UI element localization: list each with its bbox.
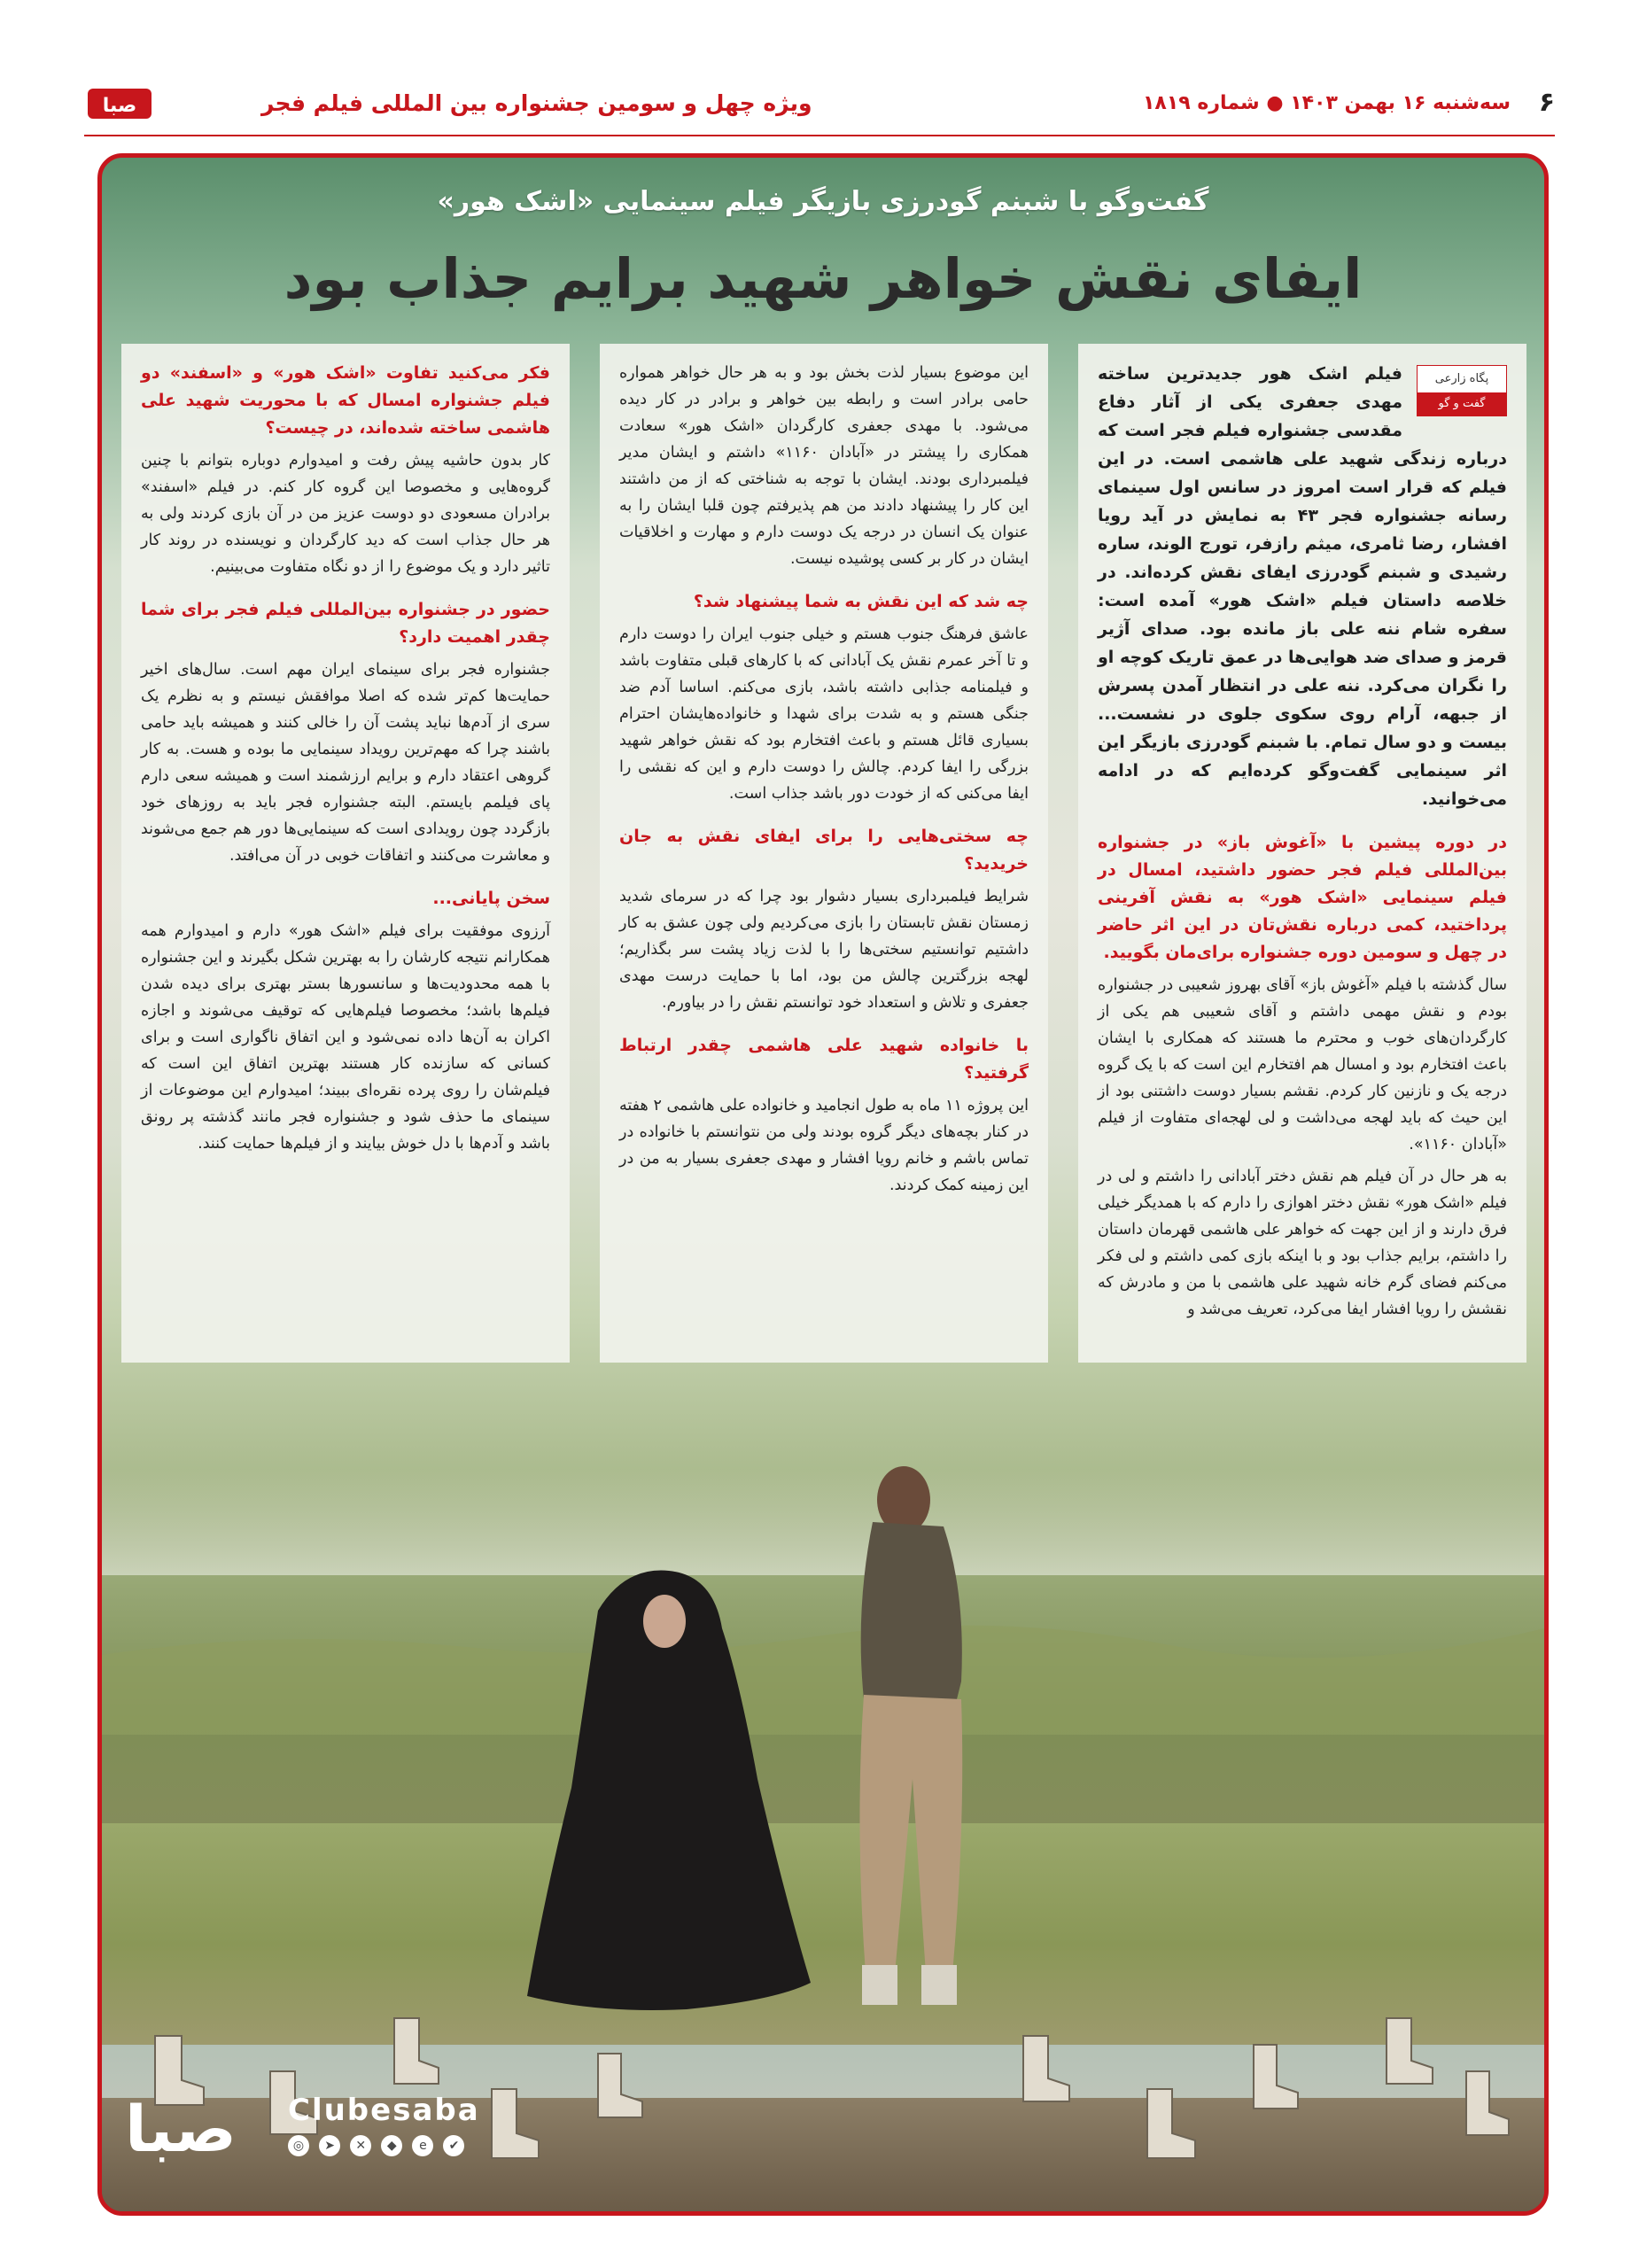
answer-6: جشنواره فجر برای سینمای ایران مهم است. سال‌های اخیر حمایت‌ها کم‌تر شده که اصلا موافقش نیستم و به نظرم یک سری از آدم‌ها نباید پشت آن را خالی کنند و همیشه باید حامی باشند چرا که مهم‌ترین رویداد سینمایی ما بوده و هست. به کار گروهی اعتقاد دارم و برایم ارزشمند است و همیشه سعی دارم پای فیلمم بایستم. البته جشنواره فجر باید به روزهای خود بازگردد چون رویدادی است که سینمایی‌ها دور هم جمع می‌شوند و معاشرت می‌کنند و اتفاقات خوبی در آن می‌افتد.	[141, 661, 550, 865]
answer-1-continued: این موضوع بسیار لذت بخش بود و به هر حال خواهر همواره حامی برادر است و رابطه بین خواهر و برادر در کار دیده می‌شود. با مهدی جعفری کارگردان «اشک هور» سعادت همکاری را پیشتر در «آبادان ۱۱۶۰» داشتم و ایشان مدیر فیلمبرداری بودند. ایشان با توجه به شناختی که از من داشتند این کار را پیشنهاد دادند من هم پذیرفتم چون قلبا ایشان را به عنوان یک انسان در درجه یک دوست دارم و مهارت و اخلاقیات ایشان در کار بر کسی پوشیده نیست.	[619, 364, 1029, 568]
saba-logo	[84, 80, 155, 129]
byline-category: گفت و گو	[1418, 392, 1506, 416]
column-right	[1078, 344, 1526, 1363]
svg-text:صبا: صبا	[125, 2092, 237, 2166]
answer-1-p1: سال گذشته با فیلم «آغوش باز» آقای بهروز شعیبی در جشنواره بودم و نقش مهمی داشتم و آقای شعیبی هم یکی از کارگردان‌های خوب و محترم ما هستند که همکاری با ایشان باعث افتخارم بود و امسال هم افتخارم این است که با یک گروه درجه یک و نازنین کار کردم. نقشم بسیار دوست داشتنی بود از این حیث که باید لهجه می‌داشت و لی لهجه‌ای متفاوت از فیلم «آبادان ۱۱۶۰».	[1098, 976, 1507, 1153]
question-3: چه سختی‌هایی را برای ایفای نقش به جان خریدید؟	[619, 827, 1029, 874]
social-watermark	[114, 2082, 513, 2179]
rubika-icon[interactable]: ◆	[381, 2135, 402, 2156]
saba-watermark-logo	[114, 2082, 247, 2178]
question-7: سخن پایانی...	[432, 889, 550, 908]
social-handle: Clubesaba	[288, 2093, 480, 2128]
film-still	[102, 1363, 1544, 2211]
answer-2: عاشق فرهنگ جنوب هستم و خیلی جنوب ایران را دوست دارم و تا آخر عمرم نقش یک آبادانی که با کارهای قبلی متفاوت باشد و فیلمنامه جذابی داشته باشد، بازی می‌کنم. اساسا آدم ضد جنگی هستم و به شدت برای شهدا و خانواده‌هایشان احترام بسیاری قائل هستم و باعث افتخارم بود که نقش خواهر شهید بزرگی را ایفا کردم. چالش را دوست دارم و این که نقشی را ایفا می‌کنی که از خودت دور باشد جذاب است.	[619, 625, 1029, 803]
eitaa-icon[interactable]: e	[412, 2135, 433, 2156]
x-icon[interactable]: ✕	[350, 2135, 371, 2156]
answer-4: این پروژه ۱۱ ماه به طول انجامید و خانواده علی هاشمی ۲ هفته در کنار بچه‌های دیگر گروه بودند ولی من نتوانستم با خانواده در تماس باشم و خانم رویا افشار و مهدی جعفری بسیار به من در این زمینه کمک کردند.	[619, 1097, 1029, 1194]
social-icons	[288, 2135, 470, 2156]
answer-1-p2: به هر حال در آن فیلم هم نقش دختر آبادانی را داشتم و لی در فیلم «اشک هور» نقش دختر اهوازی را دارم که با همدیگر خیلی فرق دارند و از این جهت که خواهر علی هاشمی قهرمان داستان را داشتم، برایم جذاب بود و با اینکه بازی کمی داشتم و لی فکر می‌کنم فضای گرم خانه شهید علی هاشمی با من و مادرش که نقشش را رویا افشار ایفا می‌کرد، تعریف می‌شد و	[1098, 1168, 1507, 1318]
article-frame	[97, 153, 1549, 2216]
question-4: با خانواده شهید علی هاشمی چقدر ارتباط گرفتید؟	[619, 1036, 1029, 1083]
question-6: حضور در جشنواره بین‌المللی فیلم فجر برای شما چقدر اهمیت دارد؟	[141, 600, 550, 647]
svg-text:صبا: صبا	[102, 95, 137, 117]
byline-box	[1417, 365, 1507, 416]
page-header	[84, 80, 1555, 136]
telegram-icon[interactable]: ➤	[319, 2135, 340, 2156]
article-subtitle: گفت‌وگو با شبنم گودرزی بازیگر فیلم سینمایی «اشک هور»	[437, 186, 1209, 217]
question-2: چه شد که این نقش به شما پیشنهاد شد؟	[693, 592, 1029, 611]
byline-author: پگاه زارعی	[1418, 366, 1506, 392]
bale-icon[interactable]: ✔	[443, 2135, 464, 2156]
question-5: فکر می‌کنید تفاوت «اشک هور» و «اسفند» دو فیلم جشنواره امسال که با محوریت شهید علی هاشمی ساخته شده‌اند، در چیست؟	[141, 363, 550, 438]
article-title: ایفای نقش خواهر شهید برایم جذاب بود	[284, 246, 1363, 311]
page-number: ۶	[1538, 87, 1555, 118]
question-1: در دوره پیشین با «آغوش باز» در جشنواره بین‌المللی فیلم فجر حضور داشتید، امسال در فیلم سینمایی «اشک هور» به نقش آفرینی پرداختید، کمی درباره نقش‌تان در این اثر حاضر در چهل و سومین دوره جشنواره برای‌مان بگویید.	[1098, 833, 1507, 962]
special-section-title: ویژه چهل و سومین جشنواره بین المللی فیلم فجر	[261, 90, 812, 116]
answer-3: شرایط فیلمبرداری بسیار دشوار بود چرا که در سرمای شدید زمستان نقش تابستان را بازی می‌کردیم ولی چون عشق به کار داشتیم توانستیم سختی‌ها را با لذت زیاد پشت سر بگذاریم؛ لهجه بزرگترین چالش من بود، اما با حمایت درست مهدی جعفری و تلاش و استعداد خود توانستم نقش را در بیاورم.	[619, 888, 1029, 1012]
article-lead: فیلم اشک هور جدیدترین ساخته مهدی جعفری یکی از آثار دفاع مقدسی جشنواره فیلم فجر است که درباره زندگی شهید علی هاشمی است. در این فیلم که قرار است امروز در سانس اول سینمای رسانه جشنواره فجر ۴۳ به نمایش در آید رویا افشار، رضا ثامری، میثم رازفر، تورج الوند، ساره رشیدی و شبنم گودرزی ایفای نقش کرده‌اند. در خلاصه داستان فیلم «اشک هور» آمده است: سفره شام ننه علی باز مانده بود. صدای آژیر قرمز و صدای ضد هوایی‌ها در عمق تاریک کوچه او را نگران می‌کرد. ننه علی در انتظار آمدن پسرش از جبهه، آرام روی سکوی جلوی در نشست... بیست و دو سال تمام. با شبنم گودرزی بازیگر این اثر سینمایی گفت‌وگو کرده‌ایم که در ادامه می‌خوانید.	[1098, 364, 1507, 809]
column-left	[121, 344, 570, 1363]
answer-5: کار بدون حاشیه پیش رفت و امیدوارم دوباره بتوانم با چنین گروه‌هایی و مخصوصا این گروه کار کنم. در فیلم «اسفند» برادران مسعودی دو دوست عزیز من در آن بازی کردند ولی به هر حال جذاب است که دید کارگردان و نویسنده در روند کار تاثیر دارد و یک موضوع را از دو نگاه متفاوت می‌بینیم.	[141, 452, 550, 576]
column-middle	[600, 344, 1048, 1363]
answer-7: آرزوی موفقیت برای فیلم «اشک هور» دارم و امیدوارم همه همکارانم نتیجه کارشان را به بهترین شکل بگیرند و این جشنواره با همه محدودیت‌ها و سانسورها بستر بهتری برای دیده شدن فیلم‌ها باشد؛ مخصوصا فیلم‌هایی که توقیف می‌شوند و اجازه اکران به آن‌ها داده نمی‌شود و این اتفاق ناگواری است و برای کسانی که سازنده کار هستند بهترین اتفاق این است که فیلم‌شان را روی پرده نقره‌ای ببیند؛ امیدوارم این موضوعات از سینمای ما حذف شود و جشنواره فجر مانند گذشته پر رونق باشد و آدم‌ها با دل خوش بیایند و از فیلم‌ها حمایت کنند.	[141, 922, 550, 1153]
issue-date: سه‌شنبه ۱۶ بهمن ۱۴۰۳ ● شماره ۱۸۱۹	[1142, 92, 1511, 114]
instagram-icon[interactable]: ◎	[288, 2135, 309, 2156]
